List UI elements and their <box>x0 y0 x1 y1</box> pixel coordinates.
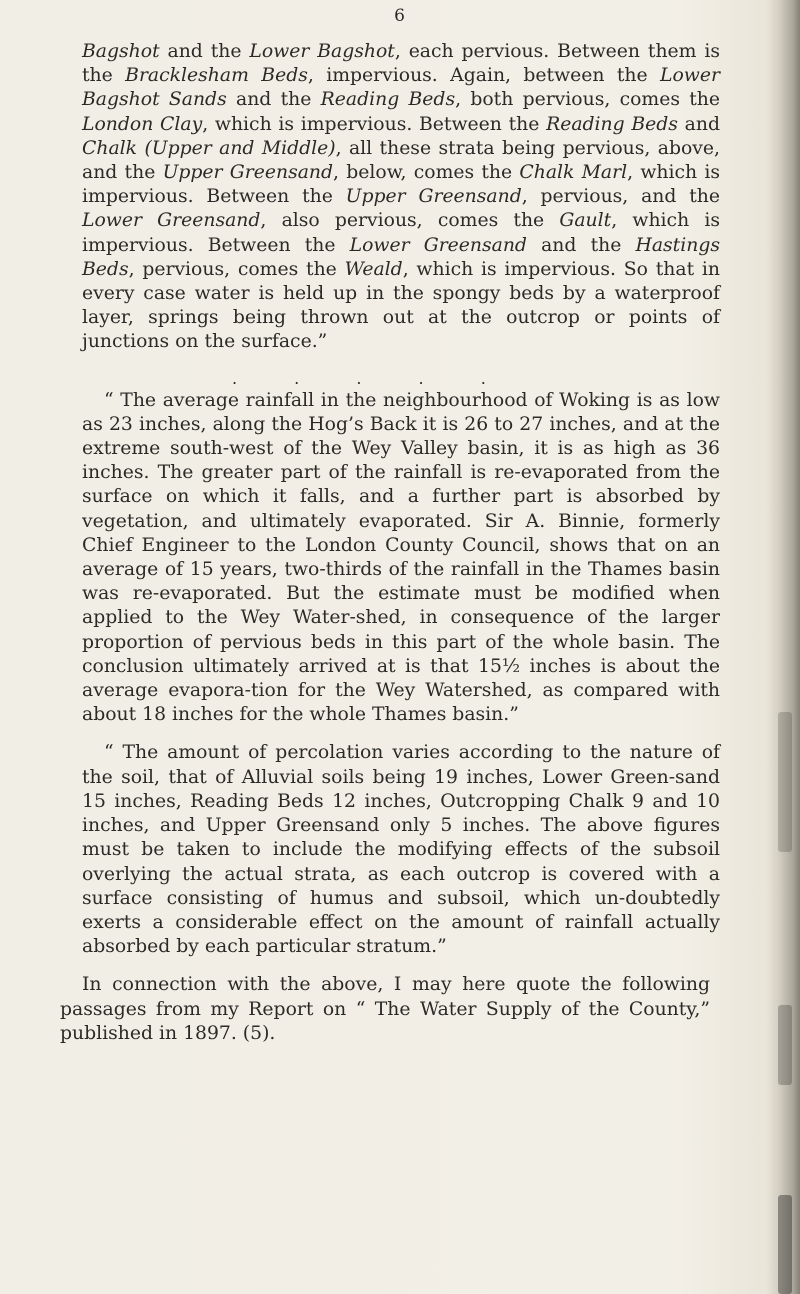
text-run: , both pervious, comes the <box>455 89 721 111</box>
italic-term: Lower Bagshot Sands <box>82 65 720 111</box>
paragraph-percolation: “ The amount of percolation varies according to the nature of the soil, that of Alluvial soils being 19 inches, Lower Green-sand 15 inches, Reading Beds 12 inches, Outcropping Chalk 9 and 10 inches, and Upper Greensand only 5 inches. The above figures must be taken to include the modifying effects of the subsoil overlying the actual strata, as each outcrop is covered with a surface consisting of humus and subsoil, which un-doubtedly exerts a considerable effect on the amount of rainfall actually absorbed by each particular stratum.” <box>82 742 720 958</box>
ellipsis-separator: . . . . . <box>232 368 512 388</box>
text-run: , which is impervious. Between the <box>82 210 721 256</box>
italic-term: Lower Greensand <box>82 210 261 232</box>
text-run: , which is impervious. Between the <box>202 113 547 135</box>
paragraph-strata <box>82 40 720 355</box>
binding-shadow <box>778 1005 792 1085</box>
italic-term: London Clay <box>82 113 203 135</box>
italic-term: Chalk (Upper and Middle) <box>82 137 336 159</box>
italic-term: Lower Greensand <box>349 234 527 256</box>
italic-term: Upper Greensand <box>345 186 522 208</box>
italic-term: Weald <box>344 258 403 280</box>
italic-term: Reading Beds <box>320 89 456 111</box>
text-run: and the <box>159 41 250 62</box>
italic-term: Bracklesham Beds <box>125 65 308 87</box>
text-run: and the <box>226 89 321 111</box>
page-number: 6 <box>394 6 406 26</box>
text-run: , pervious, and the <box>521 186 721 208</box>
italic-term: Bagshot <box>82 41 160 62</box>
paragraph-report-reference: In connection with the above, I may here quote the following passages from my Report on “ The Water Supply of the County,” published in 1897. (5). <box>60 974 710 1044</box>
italic-term: Lower Bagshot <box>249 41 395 62</box>
italic-term: Gault <box>559 210 612 232</box>
paragraph-rainfall: “ The average rainfall in the neighbourhood of Woking is as low as 23 inches, along the Hog’s Back it is 26 to 27 inches, and at the extreme south-west of the Wey Valley basin, it is as high as 36 inches. The greater part of the rainfall is re-evaporated from the surface on which it falls, and a further part is absorbed by vegetation, and ultimately evaporated. Sir A. Binnie, formerly Chief Engineer to the London County Council, shows that on an average of 15 years, two-thirds of the rainfall in the Thames basin was re-evaporated. But the estimate must be modified when applied to the Wey Water-shed, in consequence of the larger proportion of pervious beds in this part of the whole basin. The conclusion ultimately arrived at is that 15½ inches is about the average evapora-tion for the Wey Watershed, as compared with about 18 inches for the whole Thames basin.” <box>82 389 720 726</box>
text-run: and <box>677 113 720 135</box>
text-run: and the <box>526 234 636 256</box>
text-run: , impervious. Again, between the <box>307 65 661 87</box>
text-run: , pervious, comes the <box>128 258 345 280</box>
italic-term: Upper Greensand <box>162 162 334 184</box>
italic-term: Chalk Marl <box>519 162 628 184</box>
text-run: , which is impervious. So that in every case water is held up in the spongy beds by a waterproof layer, springs being thrown out at the outcrop or points of junctions on the surface.” <box>82 258 720 353</box>
italic-term: Hastings Beds <box>82 234 720 280</box>
text-run: , each pervious. Between them is the <box>82 41 720 87</box>
text-run: , which is impervious. Between the <box>82 162 721 208</box>
text-run: , below, comes the <box>333 162 520 184</box>
body-text <box>60 40 721 1060</box>
page-edge-shadow <box>766 0 800 1294</box>
binding-shadow <box>778 712 792 852</box>
binding-shadow <box>778 1195 792 1294</box>
text-run: , all these strata being pervious, above, and the <box>82 137 720 184</box>
text-run: , also pervious, comes the <box>260 210 560 232</box>
italic-term: Reading Beds <box>546 113 678 135</box>
